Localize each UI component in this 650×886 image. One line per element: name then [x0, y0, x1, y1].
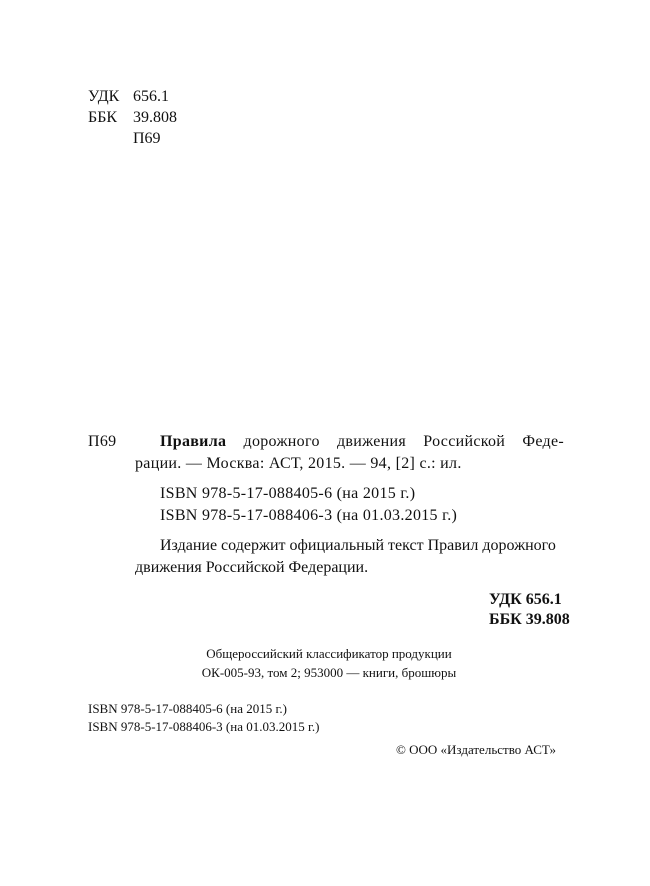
classifier-line-1: Общероссийский классификатор продукции: [206, 646, 452, 661]
title-rest: дорожного движения Российской Феде-: [243, 433, 564, 450]
footer-isbn-1: ISBN 978-5-17-088405-6 (на 2015 г.): [88, 701, 287, 716]
title-line-1: [160, 431, 564, 453]
classifier-line-2: ОК-005-93, том 2; 953000 — книги, брошюры: [201, 665, 457, 680]
udk-label: УДК: [88, 88, 120, 105]
isbn-line-1: ISBN 978-5-17-088405-6 (на 2015 г.): [160, 485, 416, 502]
udk-top-value: 656.1: [133, 88, 169, 105]
bbk-top-label: ББК: [88, 109, 118, 126]
title-line-2: рации. — Москва: АСТ, 2015. — 94, [2] с.: ил.: [135, 455, 462, 472]
copyright: © ООО «Издательство АСТ»: [396, 742, 557, 757]
bbk-bold: ББК 39.808: [489, 611, 570, 628]
author-sign-top: П69: [133, 130, 161, 147]
udk-bold: УДК 656.1: [489, 591, 562, 608]
footer-isbn-2: ISBN 978-5-17-088406-3 (на 01.03.2015 г.): [88, 719, 320, 734]
title-bold: Правила: [160, 433, 227, 450]
annotation-line-2: движения Российской Федерации.: [135, 559, 369, 576]
udk-top: [88, 86, 119, 107]
author-sign: П69: [88, 433, 117, 450]
annotation-line-1: Издание содержит официальный текст Правил дорожного: [160, 537, 556, 554]
isbn-line-2: ISBN 978-5-17-088406-3 (на 01.03.2015 г.): [160, 507, 458, 524]
bbk-top-value: 39.808: [133, 109, 177, 126]
